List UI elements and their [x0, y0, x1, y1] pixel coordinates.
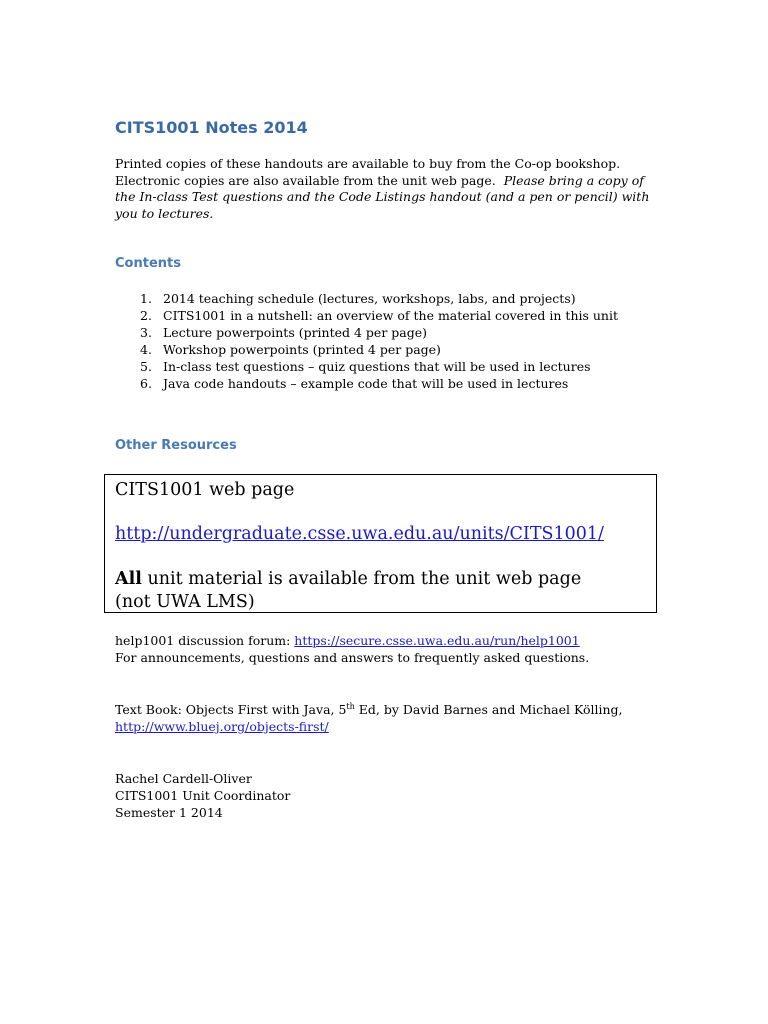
- list-item-text: Lecture powerpoints (printed 4 per page): [163, 325, 428, 340]
- unit-web-page-link[interactable]: http://undergraduate.csse.uwa.edu.au/units/CITS1001/: [115, 524, 604, 544]
- textbook-link-line: [115, 718, 623, 735]
- list-item-number: 2.: [140, 308, 152, 323]
- box-title: CITS1001 web page: [115, 480, 295, 500]
- list-item-number: 4.: [140, 342, 152, 357]
- list-item: [140, 290, 618, 307]
- forum-paragraph: [115, 632, 589, 666]
- list-item: [140, 375, 618, 392]
- unit-web-page-box: [104, 474, 657, 613]
- box-note-line: [115, 568, 646, 591]
- box-note-text: unit material is available from the unit web page: [141, 569, 582, 589]
- list-item: [140, 341, 618, 358]
- list-item-number: 1.: [140, 291, 152, 306]
- list-item-text: Workshop powerpoints (printed 4 per page): [163, 342, 441, 357]
- list-item-number: 3.: [140, 325, 152, 340]
- signature-block: [115, 770, 290, 821]
- list-item: [140, 358, 618, 375]
- textbook-suffix: Ed, by David Barnes and Michael Kölling,: [354, 702, 623, 717]
- list-item: [140, 324, 618, 341]
- intro-italic-text: Please bring a copy of the In-class Test questions and the Code Listings handout (and a pen or pencil) with you to lectures.: [115, 172, 650, 221]
- box-note-emphasis: All: [115, 569, 142, 589]
- list-item-text: Java code handouts – example code that will be used in lectures: [163, 376, 569, 391]
- contents-list: [140, 290, 618, 392]
- forum-label: help1001 discussion forum:: [115, 633, 295, 648]
- list-item-number: 5.: [140, 359, 152, 374]
- box-note-sub: (not UWA LMS): [115, 592, 255, 612]
- list-item-text: In-class test questions – quiz questions that will be used in lectures: [163, 359, 591, 374]
- contents-heading: Contents: [115, 256, 181, 271]
- list-item-text: CITS1001 in a nutshell: an overview of the material covered in this unit: [163, 308, 618, 323]
- page-title: CITS1001 Notes 2014: [115, 118, 308, 137]
- forum-link[interactable]: https://secure.csse.uwa.edu.au/run/help1001: [294, 633, 580, 648]
- other-resources-heading: Other Resources: [115, 438, 237, 453]
- list-item: [140, 307, 618, 324]
- list-item-text: 2014 teaching schedule (lectures, workshops, labs, and projects): [163, 291, 576, 306]
- box-link-line: [115, 523, 646, 546]
- textbook-link[interactable]: http://www.bluej.org/objects-first/: [115, 719, 329, 734]
- textbook-line: [115, 701, 623, 718]
- intro-paragraph: [115, 156, 655, 222]
- textbook-prefix: Text Book: Objects First with Java, 5: [115, 702, 347, 717]
- forum-description: For announcements, questions and answers to frequently asked questions.: [115, 650, 590, 665]
- list-item-number: 6.: [140, 376, 152, 391]
- forum-line: [115, 632, 589, 649]
- textbook-sup: th: [346, 701, 355, 711]
- signature-name: Rachel Cardell-Oliver: [115, 771, 252, 786]
- textbook-paragraph: [115, 701, 623, 735]
- intro-plain-text: Printed copies of these handouts are available to buy from the Co-op bookshop. Electronic copies are also available from the unit web page.: [115, 156, 621, 188]
- signature-term: Semester 1 2014: [115, 805, 223, 820]
- signature-role: CITS1001 Unit Coordinator: [115, 788, 291, 803]
